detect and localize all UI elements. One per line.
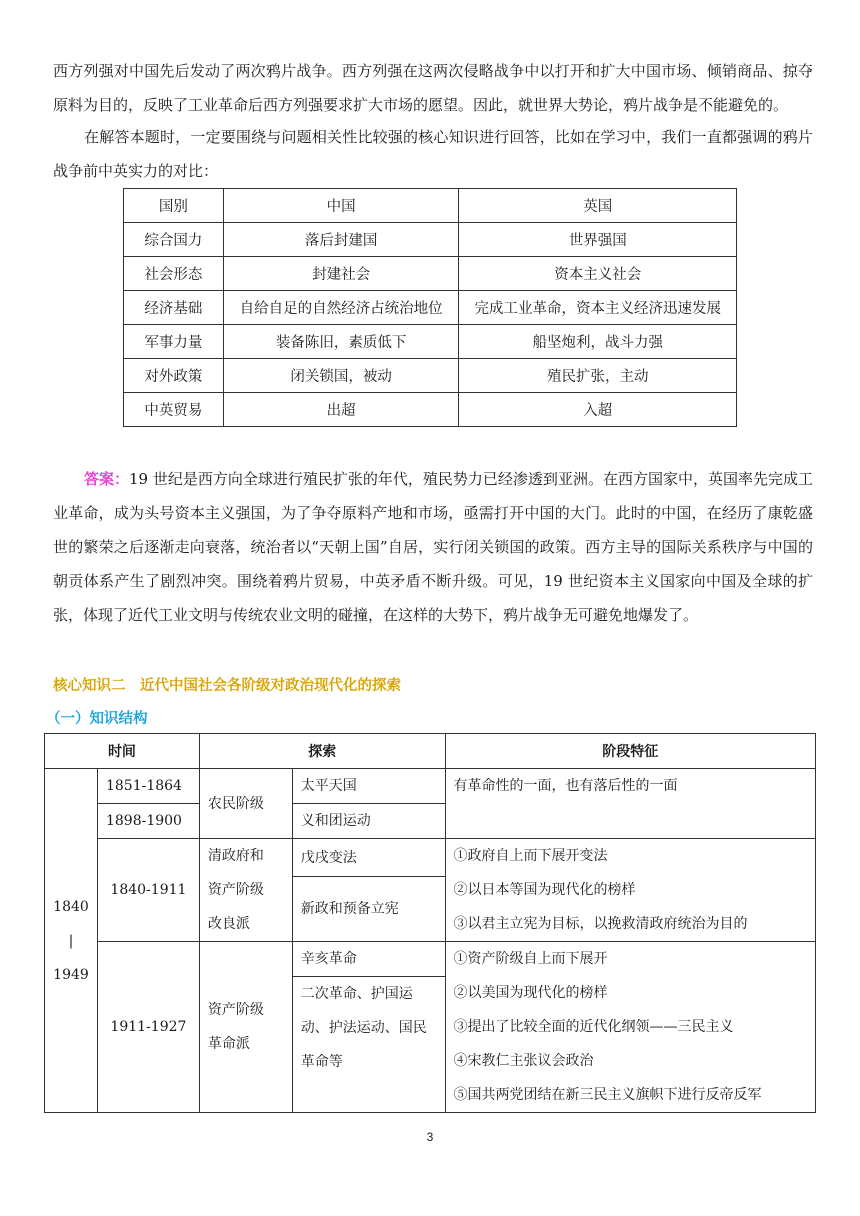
table-cell: 船坚炮利，战斗力强 [459, 325, 737, 359]
years-cell: 1851-1864 [97, 769, 199, 804]
table-row [124, 223, 737, 257]
class-cell [199, 839, 292, 942]
table-cell: 装备陈旧，素质低下 [223, 325, 459, 359]
structure-table [44, 733, 816, 1113]
feature-line: ②以日本等国为现代化的榜样 [453, 882, 636, 898]
table-cell: 世界强国 [459, 223, 737, 257]
event-cell: 义和团运动 [292, 804, 445, 839]
feature-cell [445, 942, 815, 1113]
header-exploration: 探索 [199, 734, 445, 769]
feature-line: ③以君主立宪为目标，以挽救清政府统治为目的 [453, 916, 748, 932]
table-cell: 殖民扩张，主动 [459, 359, 737, 393]
feature-line: ①政府自上而下展开变法 [453, 848, 608, 864]
class-line: 革命派 [207, 1036, 250, 1052]
table-row [124, 393, 737, 427]
feature-line: ①资产阶级自上而下展开 [453, 951, 608, 967]
table-cell: 自给自足的自然经济占统治地位 [223, 291, 459, 325]
table-cell: 对外政策 [124, 359, 224, 393]
period-start: 1840 [53, 898, 89, 915]
event-line: 动、护法运动、国民 [300, 1020, 427, 1036]
table-cell: 经济基础 [124, 291, 224, 325]
years-cell: 1840-1911 [97, 839, 199, 942]
table-row [124, 257, 737, 291]
intro-paragraph-1: 西方列强对中国先后发动了两次鸦片战争。西方列强在这两次侵略战争中以打开和扩大中国市场、倾销商品、掠夺原料为目的，反映了工业革命后西方列强要求扩大市场的愿望。因此，就世界大势论，鸦片战争是不能避免的。 [53, 62, 813, 114]
class-line: 资产阶级 [207, 1002, 264, 1018]
table-row [124, 291, 737, 325]
comparison-table [123, 188, 737, 427]
feature-line: ②以美国为现代化的榜样 [453, 985, 608, 1001]
table-row [45, 769, 816, 804]
table-cell: 入超 [459, 393, 737, 427]
period-end: 1949 [53, 966, 89, 983]
table-cell: 军事力量 [124, 325, 224, 359]
event-cell [292, 977, 445, 1113]
header-time: 时间 [45, 734, 200, 769]
class-cell: 农民阶级 [199, 769, 292, 839]
table-cell: 资本主义社会 [459, 257, 737, 291]
table-row [124, 189, 737, 223]
table-cell: 综合国力 [124, 223, 224, 257]
event-line: 二次革命、护国运 [300, 986, 413, 1002]
event-cell: 辛亥革命 [292, 942, 445, 977]
years-cell: 1898-1900 [97, 804, 199, 839]
answer-paragraph [53, 462, 813, 632]
section-heading: 核心知识二 近代中国社会各阶级对政治现代化的探索 [53, 678, 401, 694]
feature-line: ④宋教仁主张议会政治 [453, 1053, 594, 1069]
table-header-cell: 国别 [124, 189, 224, 223]
table-cell: 完成工业革命，资本主义经济迅速发展 [459, 291, 737, 325]
header-feature: 阶段特征 [445, 734, 815, 769]
class-cell [199, 942, 292, 1113]
table-cell: 社会形态 [124, 257, 224, 291]
class-line: 改良派 [207, 916, 250, 932]
class-line: 清政府和 [207, 848, 264, 864]
section-subheading: （一）知识结构 [46, 711, 148, 727]
answer-label: 答案： [84, 470, 130, 488]
table-header-row [45, 734, 816, 769]
class-line: 资产阶级 [207, 882, 264, 898]
table-cell: 中英贸易 [124, 393, 224, 427]
intro-paragraph-2: 在解答本题时，一定要围绕与问题相关性比较强的核心知识进行回答，比如在学习中，我们一直都强调的鸦片战争前中英实力的对比： [53, 128, 813, 180]
table-row [45, 839, 816, 877]
years-cell: 1911-1927 [97, 942, 199, 1113]
table-cell: 落后封建国 [223, 223, 459, 257]
table-header-cell: 英国 [459, 189, 737, 223]
answer-text: 19 世纪是西方向全球进行殖民扩张的年代，殖民势力已经渗透到亚洲。在西方国家中，英国率先完成工业革命，成为头号资本主义强国，为了争夺原料产地和市场，亟需打开中国的大门。此时的中国，在经历了康乾盛世的繁荣之后逐渐走向衰落，统治者以“天朝上国”自居，实行闭关锁国的政策。西方主导的国际关系秩序与中国的朝贡体系产生了剧烈冲突。围绕着鸦片贸易，中英矛盾不断升级。可见，19 世纪资本主义国家向中国及全球的扩张，体现了近代工业文明与传统农业文明的碰撞，在这样的大势下，鸦片战争无可避免地爆发了。 [53, 470, 813, 624]
table-row [124, 325, 737, 359]
event-cell: 戊戌变法 [292, 839, 445, 877]
table-cell: 封建社会 [223, 257, 459, 291]
table-cell: 闭关锁国，被动 [223, 359, 459, 393]
event-cell: 太平天国 [292, 769, 445, 804]
table-header-cell: 中国 [223, 189, 459, 223]
feature-cell [445, 839, 815, 942]
feature-cell: 有革命性的一面，也有落后性的一面 [445, 769, 815, 839]
event-cell: 新政和预备立宪 [292, 877, 445, 942]
event-line: 革命等 [300, 1054, 343, 1070]
page-number: 3 [426, 1130, 434, 1144]
table-row [124, 359, 737, 393]
feature-line: ③提出了比较全面的近代化纲领——三民主义 [453, 1019, 734, 1035]
table-row [45, 942, 816, 977]
period-separator: | [68, 932, 74, 949]
period-cell [45, 769, 98, 1113]
table-cell: 出超 [223, 393, 459, 427]
feature-line: ⑤国共两党团结在新三民主义旗帜下进行反帝反军 [453, 1087, 762, 1103]
